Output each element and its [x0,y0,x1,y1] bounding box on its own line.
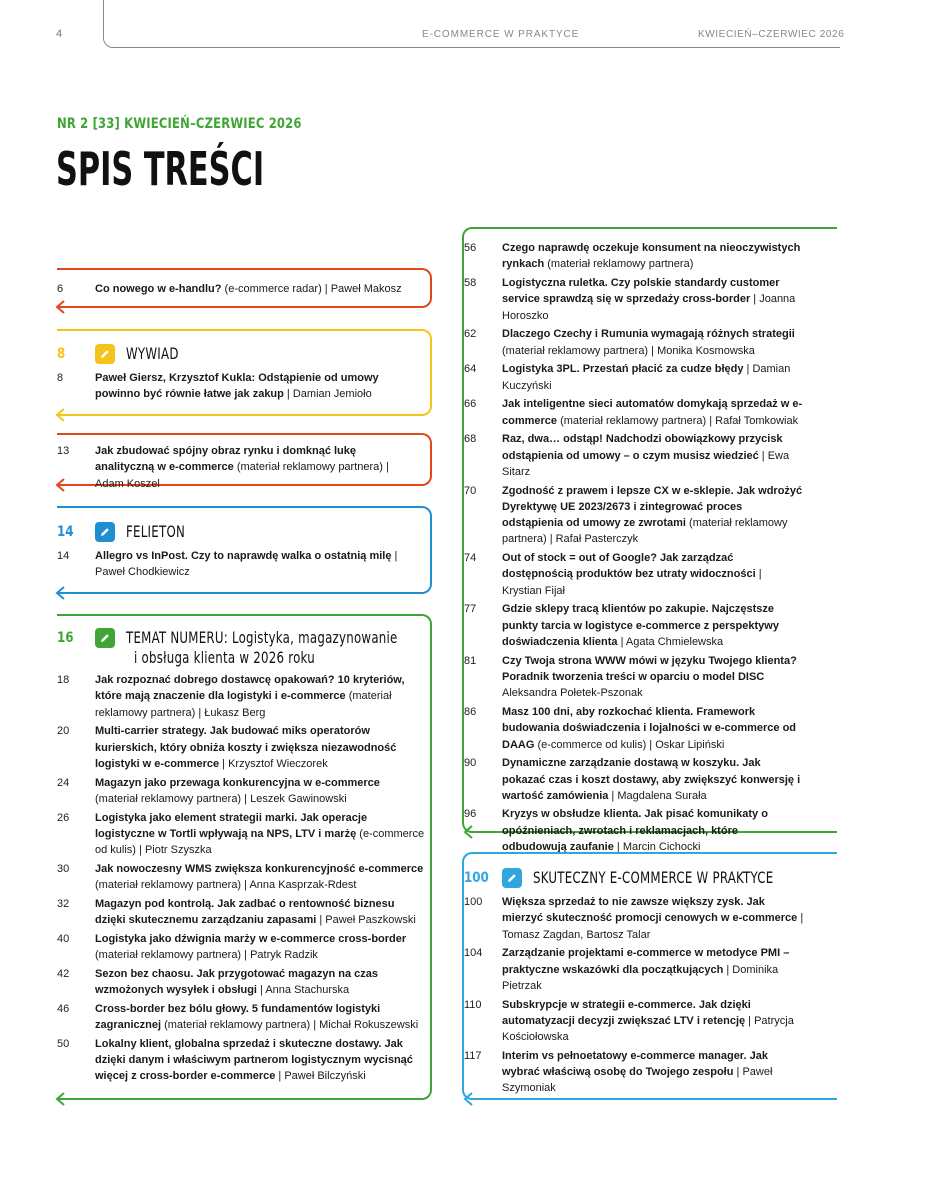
section-header-felieton [57,522,198,542]
entry-meta: (materiał reklamowy partnera) [544,258,694,271]
page-title: SPIS TREŚCI [56,142,265,196]
entry-meta: (materiał reklamowy partnera) [502,517,788,546]
entry-page: 8 [57,372,64,384]
toc-entry[interactable] [57,1036,425,1085]
section-label: WYWIAD [126,344,179,363]
entry-author: | Ewa Sitarz [502,449,790,478]
toc-entry[interactable] [464,653,804,702]
entry-author: | Anna Stachurska [256,984,350,997]
skuteczny-entries [464,894,804,1099]
toc-entry-radar[interactable] [57,281,417,297]
entry-title: Lokalny klient, globalna sprzedaż i skuteczne dostawy. Jak dzięki danym i właściwym partnerom logistycznym wycisnąć więcej z cross-border e-commerce [95,1037,413,1083]
entry-author: | Rafał Pasterczyk [546,533,639,546]
entry-title: Gdzie sklepy tracą klientów po zakupie. Najczęstsze punkty tarcia w logistyce e-commerce z perspektywy doświadczenia klienta [502,603,779,648]
entry-page: 13 [57,445,70,457]
entry-page: 117 [464,1049,482,1062]
entry-title: Raz, dwa… odstąp! Nadchodzi obowiązkowy przycisk odstąpienia od umowy – o czym musisz wiedzieć [502,433,783,462]
pencil-icon [502,868,522,888]
entry-title: Magazyn pod kontrolą. Jak zadbać o rentowność biznesu dzięki skutecznemu zarządzaniu zapasami [95,897,395,927]
entry-meta: (materiał reklamowy partnera) [95,949,242,962]
section-header-skuteczny [464,868,826,888]
entry-page: 30 [57,862,70,875]
arrow-left-icon [55,298,73,316]
entry-author: | Paweł Szymoniak [502,1066,773,1095]
entry-page: 42 [57,967,70,980]
section-label [126,628,398,668]
pencil-icon [95,522,115,542]
entry-title: Kryzys w obsłudze klienta. Jak pisać komunikaty o opóźnieniach, zwrotach i reklamacjach, które odbudowują zaufanie [502,808,768,854]
toc-entry[interactable] [57,370,412,403]
entry-author: | Damian Kuczyński [502,363,791,392]
entry-meta: (materiał reklamowy partnera) [95,879,242,892]
entry-meta: (e-commerce od kulis) [534,738,647,751]
entry-page: 46 [57,1002,70,1015]
entry-author: | Patrycja Kościołowska [502,1014,794,1044]
toc-entry[interactable] [57,775,425,808]
header-rule [103,0,840,48]
entry-title: Multi-carrier strategy. Jak budować miks operatorów kurierskich, który obniża koszty i zwiększa niezawodność logistyki w e-commerce [95,725,397,770]
section-page: 14 [57,524,74,540]
section-label-line1: TEMAT NUMERU: Logistyka, magazynowanie [126,628,398,647]
entry-title: Allegro vs InPost. Czy to naprawdę walka o ostatnią milę [95,550,392,562]
entry-author: | Paweł Paszkowski [316,914,416,927]
entry-page: 70 [464,484,477,497]
entry-author: | Rafał Tomkowiak [706,414,799,427]
section-page: 16 [57,630,74,646]
entry-author: | Leszek Gawinowski [241,792,347,805]
entry-author: | Paweł Bilczyński [275,1070,366,1083]
entry-page: 90 [464,757,477,770]
entry-page: 62 [464,328,477,341]
toc-entry[interactable] [57,1001,425,1034]
entry-page: 56 [464,242,477,254]
section-label-line2: i obsługa klienta w 2026 roku [133,648,315,667]
entry-author: | Paweł Chodkiewicz [95,550,398,579]
pencil-icon [95,628,115,648]
section-page: 8 [57,346,66,362]
entry-page: 74 [464,552,477,565]
header-issue-date: KWIECIEŃ–CZERWIEC 2026 [698,29,845,40]
entry-author: | Michał Rokuszewski [310,1019,419,1032]
entry-page: 86 [464,705,477,718]
magazine-name: E-COMMERCE W PRAKTYCE [422,29,580,40]
entry-title: Jak nowoczesny WMS zwiększa konkurencyjność e-commerce [95,862,424,875]
entry-author: | Joanna Horoszko [502,293,796,322]
entry-meta: (materiał reklamowy partnera) [557,414,707,427]
arrow-left-icon [55,1090,73,1108]
entry-title: Dlaczego Czechy i Rumunia wymagają różnych strategii [502,328,795,341]
entry-title: Sezon bez chaosu. Jak przygotować magazyn na czas wzmożonych wysyłek i obsługi [95,967,379,997]
entry-page: 40 [57,932,70,945]
arrow-left-icon [55,406,73,424]
entry-author: | Marcin Cichocki [613,841,701,854]
toc-entry[interactable] [57,931,425,964]
entry-title: Większa sprzedaż to nie zawsze większy zysk. Jak mierzyć skuteczność promocji cenowych w e-commerce [502,896,798,925]
entry-title: Logistyka jako dźwignia marży w e-commerce cross-border [95,932,407,945]
toc-entry[interactable] [57,548,407,581]
entry-author: | Anna Kasprzak-Rdest [241,879,357,892]
toc-entry[interactable] [464,945,804,994]
entry-author: | Krystian Fijał [502,568,762,597]
entry-title: Czy Twoja strona WWW mówi w języku Twojego klienta? Poradnik tworzenia treści w oparciu o model DISC [502,654,797,683]
entry-title: Zgodność z prawem i lepsze CX w e-sklepie. Jak wdrożyć Dyrektywę UE 2023/2673 i zintegrować proces odstąpienia od umowy ze zwrotami [502,484,803,530]
entry-author: | Piotr Szyszka [135,844,212,857]
entry-title: Subskrypcje w strategii e-commerce. Jak dzięki automatyzacji decyzji zwiększać LTV i retencję [502,998,751,1027]
entry-title: Logistyka jako element strategii marki. Jak operacje logistyczne w Tortli wpływają na NPS, LTV i marżę [95,811,368,840]
section-page: 100 [464,870,489,886]
entry-meta: (materiał reklamowy partnera) [233,461,383,474]
entry-title: Out of stock = out of Google? Jak zarządzać dostępnością produktów bez utraty widoczności [502,552,756,581]
toc-entry[interactable] [464,997,804,1046]
entry-author: Aleksandra Połetek-Pszonak [502,687,643,700]
toc-entry[interactable] [464,601,804,650]
entry-title: Masz 100 dni, aby rozkochać klienta. Framework budowania doświadczenia i lojalności w e-commerce od DAAG [502,705,797,751]
toc-entry[interactable] [464,1048,804,1097]
toc-entry[interactable] [57,723,425,772]
toc-entry[interactable] [57,896,425,929]
toc-entry[interactable] [464,240,804,273]
section-label: FELIETON [126,522,186,541]
entry-author: | Monika Kosmowska [648,344,755,357]
continued-entries [464,240,804,858]
entry-title: Logistyka 3PL. Przestań płacić za cudze błędy [502,363,744,376]
temat-entries [57,672,425,1087]
entry-page: 6 [57,283,64,295]
entry-meta: (e-commerce od kulis) [95,827,425,857]
entry-author: | Dominika Pietrzak [502,963,779,992]
entry-page: 14 [57,550,70,562]
issue-line: NR 2 [33] KWIECIEŃ–CZERWIEC 2026 [57,116,302,132]
page-number: 4 [56,28,63,40]
toc-entry[interactable] [57,861,425,894]
entry-title: Zarządzanie projektami e-commerce w metodyce PMI – praktyczne wskazówki dla początkujących [502,947,790,976]
entry-page: 20 [57,725,70,738]
entry-author: | Patryk Radzik [241,949,318,962]
toc-entry[interactable] [464,550,804,599]
entry-title: Cross-border bez bólu głowy. 5 fundamentów logistyki zagranicznej [95,1002,381,1032]
entry-page: 96 [464,808,477,821]
entry-page: 24 [57,776,70,789]
entry-meta: (e-commerce radar) [221,283,322,295]
arrow-left-icon [55,584,73,602]
entry-meta: (materiał reklamowy partnera) [95,690,392,719]
entry-title: Interim vs pełnoetatowy e-commerce manager. Jak wybrać właściwą osobę do Twojego zespołu [502,1049,768,1079]
toc-entry[interactable] [464,275,804,324]
toc-entry[interactable] [464,704,804,753]
entry-meta: (materiał reklamowy partnera) [161,1019,311,1032]
toc-entry[interactable] [464,326,804,359]
toc-entry[interactable] [464,483,804,548]
entry-title: Jak zbudować spójny obraz rynku i domknąć lukę analityczną w e-commerce [95,445,357,474]
entry-page: 64 [464,363,477,376]
entry-page: 100 [464,896,483,908]
entry-page: 58 [464,276,477,289]
toc-entry[interactable] [57,966,425,999]
entry-author: | Łukasz Berg [195,706,266,719]
entry-author: | Paweł Makosz [321,283,402,295]
section-header-wywiad [57,344,190,364]
entry-page: 26 [57,811,70,824]
entry-meta: (materiał reklamowy partnera) [95,792,242,805]
toc-entry[interactable] [464,396,804,429]
entry-page: 110 [464,998,482,1011]
entry-page: 77 [464,603,477,616]
entry-title: Co nowego w e-handlu? [95,283,222,295]
toc-entry[interactable] [57,443,417,492]
entry-title: Dynamiczne zarządzanie dostawą w koszyku. Jak pokazać czas i koszt dostawy, aby zwiększyć konwersję i wartość zamówienia [502,757,801,802]
entry-title: Magazyn jako przewaga konkurencyjna w e-commerce [95,776,380,789]
entry-author: | Damian Jemioło [283,388,372,401]
entry-title: Jak rozpoznać dobrego dostawcę opakowań? 10 kryteriów, które mają znaczenie dla logistyki i e-commerce [95,674,405,703]
entry-page: 68 [464,433,477,446]
entry-page: 50 [57,1037,70,1050]
toc-entry[interactable] [464,755,804,804]
entry-title: Paweł Giersz, Krzysztof Kukla: Odstąpienie od umowy powinno być równie łatwe jak zakup [95,372,379,401]
entry-author: | Tomasz Zagdan, Bartosz Talar [502,912,804,941]
entry-title: Logistyczna ruletka. Czy polskie standardy customer service sprawdzą się w sprzedaży cross-border [502,276,780,306]
toc-entry[interactable] [464,431,804,480]
entry-author: | Magdalena Surała [608,789,707,802]
toc-entry[interactable] [57,810,425,859]
entry-page: 66 [464,398,477,411]
pencil-icon [95,344,115,364]
entry-author: | Adam Koszel [95,461,389,490]
toc-entry[interactable] [464,894,804,943]
entry-author: | Oskar Lipiński [646,738,725,751]
entry-page: 18 [57,674,70,686]
entry-page: 81 [464,654,477,667]
entry-page: 32 [57,897,70,910]
entry-title: Czego naprawdę oczekuje konsument na nieoczywistych rynkach [502,242,801,271]
toc-entry[interactable] [464,361,804,394]
section-header-temat-numeru [57,628,457,668]
entry-author: | Agata Chmielewska [617,635,724,648]
entry-author: | Krzysztof Wieczorek [219,757,328,770]
entry-page: 104 [464,947,483,960]
section-label: SKUTECZNY E-COMMERCE W PRAKTYCE [533,868,774,887]
toc-entry[interactable] [464,806,804,855]
entry-meta: (materiał reklamowy partnera) [502,344,649,357]
entry-title: Jak inteligentne sieci automatów domykają sprzedaż w e-commerce [502,398,803,427]
toc-entry[interactable] [57,672,425,721]
